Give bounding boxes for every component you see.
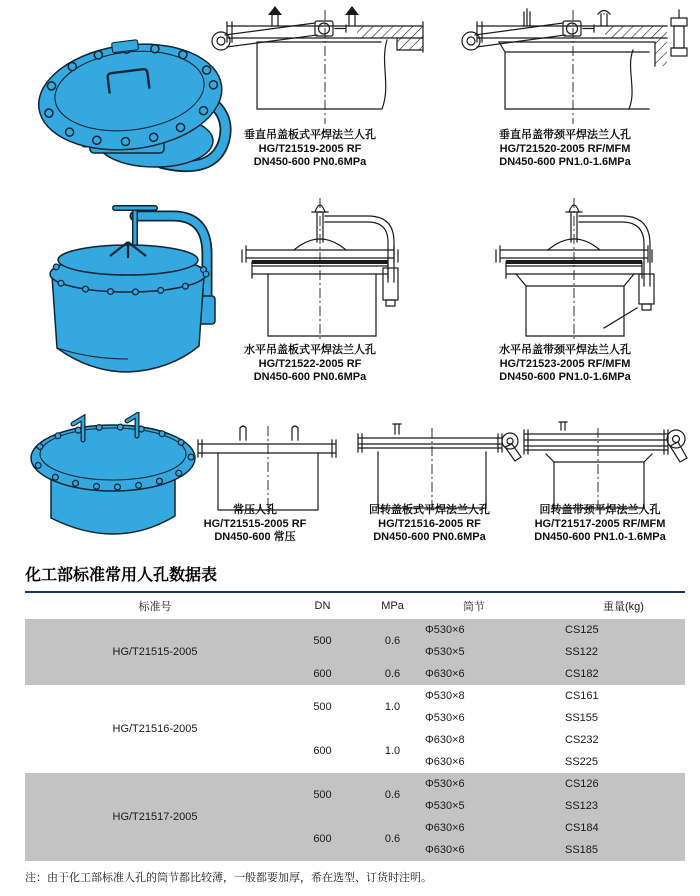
table-cell-weight: SS122 xyxy=(565,641,685,663)
table-cell-weight: CS161 xyxy=(565,690,599,702)
drawing-horizontal-davit-necked-cover xyxy=(482,196,667,342)
table-cell-tube: Φ630×6 xyxy=(425,839,565,861)
figure-caption-r2-right xyxy=(452,344,678,385)
table-cell-mpa: 1.0 xyxy=(384,745,401,757)
table-cell-tube: Φ630×6 xyxy=(425,663,565,685)
horizontal-davit-flat-cover-line-drawing xyxy=(228,196,413,342)
figure-caption-r3-left xyxy=(165,504,345,545)
table-cell-tube: Φ530×6 xyxy=(425,619,565,641)
figure-name: 垂直吊盖带颈平焊法兰人孔 xyxy=(499,129,631,141)
figure-standard: HG/T21517-2005 RF/MFM xyxy=(534,517,666,530)
table-cell-weight: CS125 xyxy=(565,619,685,641)
figure-caption-r3-middle xyxy=(337,504,522,545)
figure-spec: DN450-600 常压 xyxy=(214,531,296,543)
figure-name: 常压人孔 xyxy=(233,504,277,516)
table-header-cell: DN xyxy=(285,592,360,619)
table-cell-tube: Φ530×5 xyxy=(425,641,565,663)
drawing-vertical-davit-flat-cover xyxy=(205,6,450,128)
figure-caption-r1-middle xyxy=(200,129,420,170)
figure-standard: HG/T21519-2005 RF xyxy=(258,142,362,155)
figure-standard: HG/T21522-2005 RF xyxy=(258,357,362,370)
figure-standard: HG/T21516-2005 RF xyxy=(378,517,481,530)
table-cell-dn: 600 xyxy=(285,817,360,861)
vertical-davit-flat-cover-line-drawing xyxy=(205,6,450,128)
figure-name: 回转盖带颈平焊法兰人孔 xyxy=(539,504,661,516)
figure-spec: DN450-600 PN0.6MPa xyxy=(373,531,486,543)
figure-name: 回转盖板式平焊法兰人孔 xyxy=(369,504,490,516)
section-title: 化工部标准常用人孔数据表 xyxy=(25,567,218,584)
table-row xyxy=(25,773,685,795)
table-cell-standard: HG/T21515-2005 xyxy=(25,619,285,685)
table-cell-weight: CS182 xyxy=(565,663,685,685)
drawing-swing-necked-cover xyxy=(518,420,690,516)
figure-spec: DN450-600 PN0.6MPa xyxy=(253,156,367,168)
table-cell-tube: Φ630×6 xyxy=(425,817,565,839)
manhole-data-table xyxy=(25,591,685,861)
figure-name: 水平吊盖板式平焊法兰人孔 xyxy=(244,344,376,356)
figure-spec: DN450-600 PN1.0-1.6MPa xyxy=(499,371,631,383)
drawing-vertical-davit-necked-cover xyxy=(455,6,700,128)
table-cell-tube: Φ630×8 xyxy=(425,734,465,746)
table-cell-mpa: 1.0 xyxy=(384,701,401,713)
table-cell-weight: SS185 xyxy=(565,839,685,861)
figure-spec: DN450-600 PN1.0-1.6MPa xyxy=(534,531,666,543)
table-cell-tube: Φ530×8 xyxy=(425,690,465,702)
table-cell-weight: CS184 xyxy=(565,817,685,839)
table-header-cell: 筒节 xyxy=(425,592,565,619)
table-header-row xyxy=(25,592,685,619)
table-header-cell: MPa xyxy=(360,592,425,619)
table-cell-mpa: 0.6 xyxy=(360,817,425,861)
table-cell-standard: HG/T21517-2005 xyxy=(25,773,285,861)
table-cell-standard: HG/T21516-2005 xyxy=(112,723,198,735)
table-cell-dn: 600 xyxy=(313,745,332,757)
table-cell-weight: SS155 xyxy=(565,712,599,724)
table-cell-mpa: 0.6 xyxy=(360,663,425,685)
table-cell-weight: CS232 xyxy=(565,734,599,746)
table-cell-dn: 600 xyxy=(285,663,360,685)
table-header-cell: 标准号 xyxy=(25,592,285,619)
horizontal-davit-necked-cover-line-drawing xyxy=(482,196,667,342)
table-cell-mpa: 0.6 xyxy=(360,619,425,663)
figure-standard: HG/T21515-2005 RF xyxy=(203,517,307,530)
drawing-swing-flat-cover xyxy=(352,420,524,516)
table-cell-weight: SS225 xyxy=(565,756,599,768)
figure-spec: DN450-600 PN0.6MPa xyxy=(253,371,367,383)
table-header-cell: 重量(kg) xyxy=(565,592,685,619)
table-cell-weight: SS123 xyxy=(565,795,685,817)
figure-standard: HG/T21523-2005 RF/MFM xyxy=(499,357,631,370)
table-cell-mpa: 0.6 xyxy=(360,773,425,817)
table-cell-tube: Φ530×6 xyxy=(425,712,465,724)
table-row xyxy=(25,685,685,707)
table-cell-tube: Φ630×6 xyxy=(425,756,465,768)
figure-caption-r1-right xyxy=(450,129,680,170)
blue-manhole-horizontal-davit-illustration xyxy=(35,196,220,401)
figure-caption-r3-right xyxy=(505,504,695,545)
drawing-atmospheric-manhole xyxy=(188,424,346,516)
table-row xyxy=(25,619,685,641)
table-cell-dn: 500 xyxy=(285,619,360,663)
figure-spec: DN450-600 PN1.0-1.6MPa xyxy=(499,156,631,168)
table-cell-weight: CS126 xyxy=(565,773,685,795)
table-cell-dn: 500 xyxy=(313,701,332,713)
swing-necked-cover-line-drawing xyxy=(518,420,690,516)
blue-manhole-horizontal-davit-drawing xyxy=(35,196,220,401)
table-cell-dn: 500 xyxy=(285,773,360,817)
figure-name: 垂直吊盖板式平焊法兰人孔 xyxy=(244,129,376,141)
figure-name: 水平吊盖带颈平焊法兰人孔 xyxy=(499,344,631,356)
footnote: 注：由于化工部标准人孔的筒节都比较薄，一般都要加厚，希在选型、订货时注明。 xyxy=(25,872,432,884)
figure-caption-r2-middle xyxy=(200,344,420,385)
swing-flat-cover-line-drawing xyxy=(352,420,524,516)
figure-standard: HG/T21520-2005 RF/MFM xyxy=(499,142,631,155)
table-cell-tube: Φ530×6 xyxy=(425,773,565,795)
vertical-davit-necked-cover-line-drawing xyxy=(455,6,700,128)
drawing-horizontal-davit-flat-cover xyxy=(228,196,413,342)
table-cell-tube: Φ530×5 xyxy=(425,795,565,817)
atmospheric-manhole-line-drawing xyxy=(188,424,346,516)
